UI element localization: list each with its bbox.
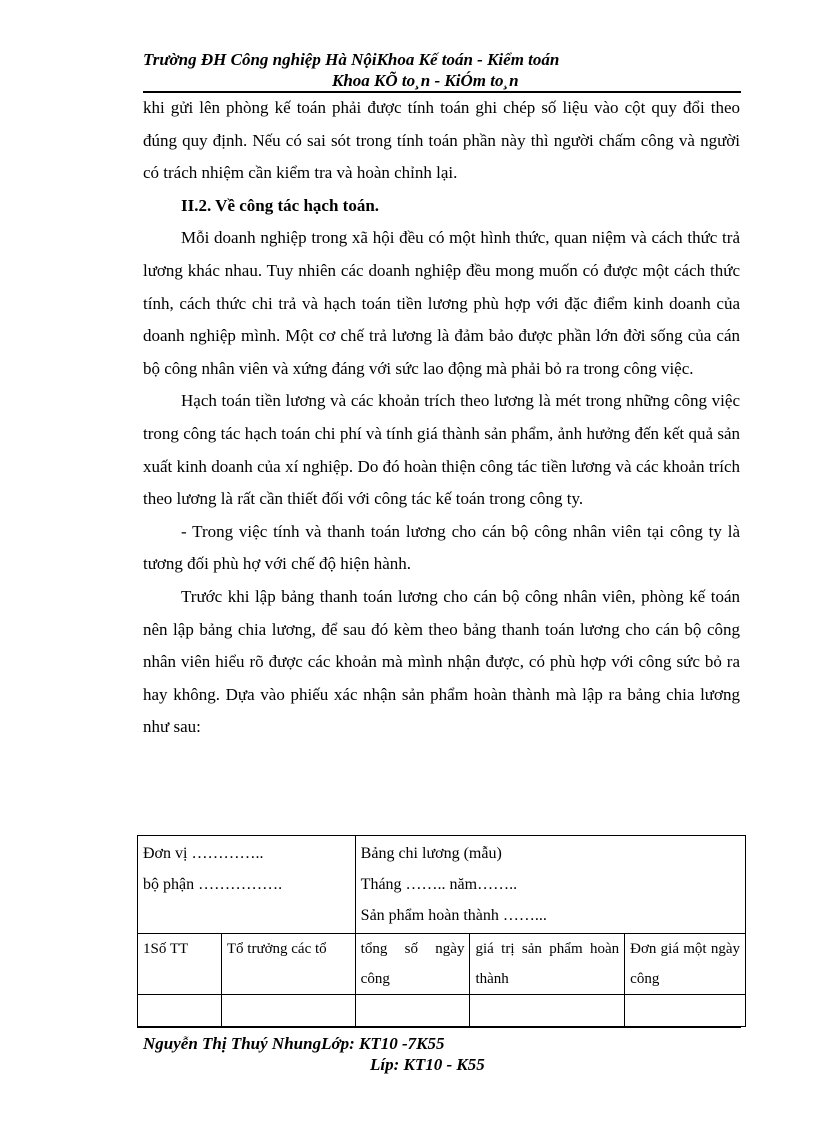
paragraph: - Trong việc tính và thanh toán lương cho cán bộ công nhân viên tại công ty là tương đối phù hợ với chế độ hiện hành. [143,521,740,574]
form-month-year: Tháng …….. năm…….. [360,876,518,893]
form-product: Sản phẩm hoàn thành ……... [360,907,547,924]
table-row [138,995,746,1027]
page-header-line-1: Trường ĐH Công nghiệp Hà NộiKhoa Kế toán - Kiểm toán [143,50,560,69]
table-cell [625,995,746,1027]
unit-label: Đơn vị ………….. [143,845,264,862]
paragraph: Mỗi doanh nghiệp trong xã hội đều có một hình thức, quan niệm và cách thức trả lương khác nhau. Tuy nhiên các doanh nghiệp đều mong muốn có được một cách thức tính, cách thức chi trả và hạch toán tiền lương phù hợp với đặc điểm kinh doanh của doanh nghiệp mình. Một cơ chế trả lương là đảm bảo được phần lớn đời sống của cán bộ công nhân viên và xứng đáng với sức lao động mà phải bỏ ra trong công việc. [143,228,740,378]
department-label: bộ phận ……………. [143,876,283,893]
table-cell [355,995,470,1027]
form-title-cell [355,836,745,934]
column-header: tổng số ngày công [355,934,470,995]
section-heading: II.2. Về công tác hạch toán. [181,195,380,215]
form-header-row [138,836,746,934]
form-unit-cell [138,836,356,934]
form-column-header-row [138,934,746,995]
page-footer-line-2: Líp: KT10 - K55 [370,1055,485,1074]
column-header: Đơn giá một ngày công [625,934,746,995]
paragraph-continuation: khi gửi lên phòng kế toán phải được tính toán ghi chép số liệu vào cột quy đổi theo đúng quy định. Nếu có sai sót trong tính toán phần này thì người chấm công và người có trách nhiệm cần kiểm tra và hoàn chỉnh lại. [143,98,740,183]
table-cell [221,995,355,1027]
document-body [143,92,740,744]
table-cell [470,995,625,1027]
column-header: 1Số TT [138,934,222,995]
paragraph: Trước khi lập bảng thanh toán lương cho cán bộ công nhân viên, phòng kế toán nên lập bảng chia lương, để sau đó kèm theo bảng thanh toán lương cho cán bộ công nhân viên hiểu rõ được các khoản mà mình nhận được, có phù hợp với công sức bỏ ra hay không. Dựa vào phiếu xác nhận sản phẩm hoàn thành mà lập ra bảng chia lương như sau: [143,586,740,737]
column-header: Tổ trưởng các tổ [221,934,355,995]
footer-divider [137,1026,741,1028]
page-footer-line-1: Nguyễn Thị Thuý NhungLớp: KT10 -7K55 [143,1034,445,1053]
salary-distribution-form [137,835,746,1027]
page-header-line-2: Khoa KÕ to¸n - KiÓm to¸n [332,71,519,90]
form-title: Bảng chi lương (mẫu) [360,845,502,862]
column-header: giá trị sản phẩm hoàn thành [470,934,625,995]
paragraph: Hạch toán tiền lương và các khoản trích theo lương là mét trong những công việc trong công tác hạch toán chi phí và tính giá thành sản phẩm, ảnh hưởng đến kết quả sản xuất kinh doanh của xí nghiệp. Do đó hoàn thiện công tác tiền lương và các khoản trích theo lương là rất cần thiết đối với công tác kế toán trong công ty. [143,391,740,509]
table-cell [138,995,222,1027]
